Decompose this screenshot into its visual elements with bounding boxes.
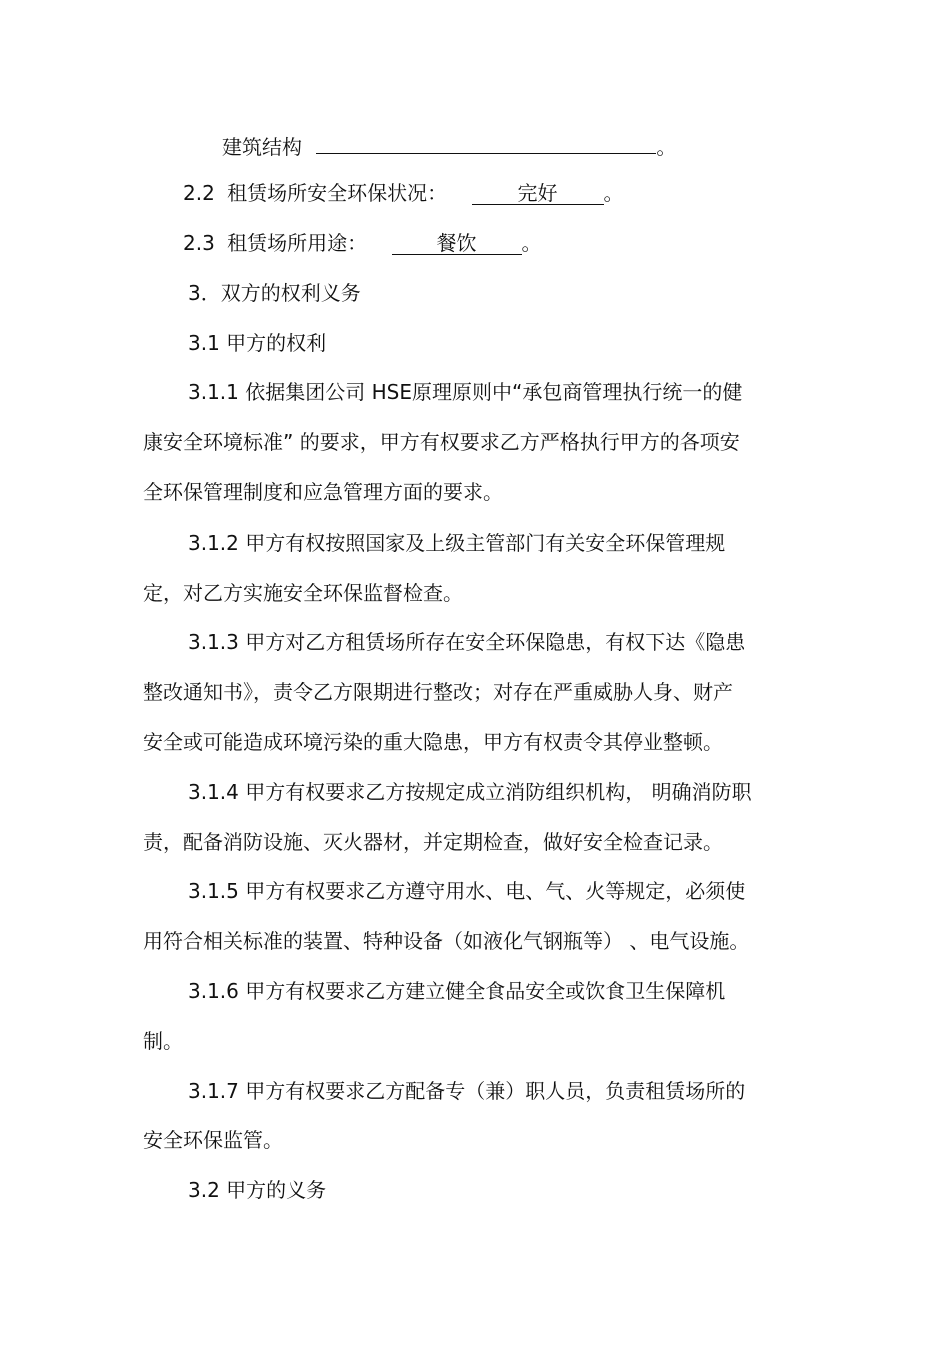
structure-label: 建筑结构 [222,135,302,159]
text-line: 3．双方的权利义务 [188,281,361,305]
use-label: 租赁场所用途： [227,231,368,255]
text-line: 3.1.3 甲方对乙方租赁场所存在安全环保隐患，有权下达《隐患 [188,630,746,654]
text-line: 3.1 甲方的权利 [188,331,327,355]
text-line: 全环保管理制度和应急管理方面的要求。 [143,480,503,504]
text-line: 3.1.7 甲方有权要求乙方配备专（兼）职人员，负责租赁场所的 [188,1079,746,1103]
status-end: 。 [603,181,624,205]
text-line: 安全环保监管。 [143,1128,283,1152]
text-line: 3.1.2 甲方有权按照国家及上级主管部门有关安全环保管理规 [188,531,726,555]
text-line: 定，对乙方实施安全环保监督检查。 [143,581,463,605]
structure-blank [316,128,656,154]
field-safety-status [183,179,624,207]
text-line: 3.1.1 依据集团公司 HSE原理原则中“承包商管理执行统一的健 [188,380,743,404]
text-line: 康安全环境标准” 的要求，甲方有权要求乙方严格执行甲方的各项安 [143,430,740,454]
text-line: 3.1.5 甲方有权要求乙方遵守用水、电、气、火等规定，必须使 [188,879,746,903]
text-line: 用符合相关标准的装置、特种设备（如液化气钢瓶等） 、电气设施。 [143,929,750,953]
status-num: 2.2 [183,181,215,205]
text-line: 3.1.4 甲方有权要求乙方按规定成立消防组织机构， 明确消防职 [188,780,752,804]
field-usage [183,229,542,257]
structure-end: 。 [656,135,677,159]
status-label: 租赁场所安全环保状况： [227,181,448,205]
text-line: 制。 [143,1029,183,1053]
use-end: 。 [521,231,542,255]
use-value: 餐饮 [392,229,522,255]
use-num: 2.3 [183,231,215,255]
text-line: 3.2 甲方的义务 [188,1178,327,1202]
text-line: 安全或可能造成环境污染的重大隐患，甲方有权责令其停业整顿。 [143,730,723,754]
text-line: 3.1.6 甲方有权要求乙方建立健全食品安全或饮食卫生保障机 [188,979,726,1003]
text-line: 整改通知书》，责令乙方限期进行整改；对存在严重威胁人身、财产 [143,680,733,704]
field-building-structure [222,128,676,161]
status-value: 完好 [472,179,604,205]
text-line: 责，配备消防设施、灭火器材，并定期检查，做好安全检查记录。 [143,830,723,854]
